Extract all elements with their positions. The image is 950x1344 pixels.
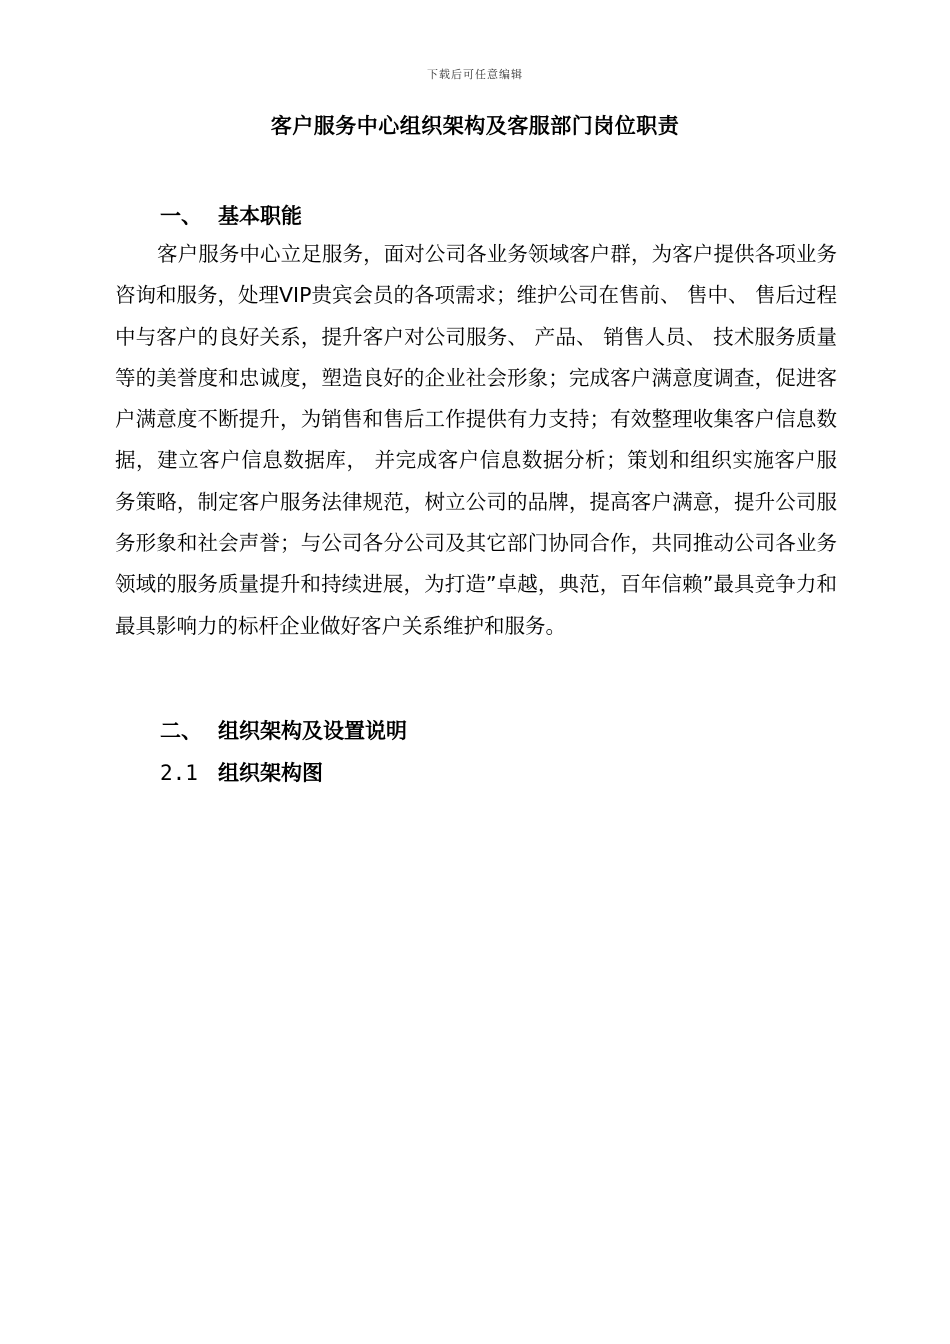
section-heading-org-structure [160, 715, 407, 745]
section-title: 基本职能 [218, 204, 302, 228]
basic-functions-paragraph: 客户服务中心立足服务，面对公司各业务领域客户群，为客户提供各项业务咨询和服务，处理VIP贵宾会员的各项需求；维护公司在售前、 售中、 售后过程中与客户的良好关系，提升客户对公司服务、 产品、 销售人员、 技术服务质量等的美誉度和忠诚度，塑造良好的企业社会形象；完成客户满意度调查，促进客户满意度不断提升，为销售和售后工作提供有力支持；有效整理收集客户信息数据，建立客户信息数据库， 并完成客户信息数据分析；策划和组织实施客户服务策略，制定客户服务法律规范，树立公司的品牌，提高客户满意，提升公司服务形象和社会声誉；与公司各分公司及其它部门协同合作，共同推动公司各业务领域的服务质量提升和持续进展，为打造”卓越，典范，百年信赖”最具竞争力和最具影响力的标杆企业做好客户关系维护和服务。 [115, 242, 837, 638]
page-title: 客户服务中心组织架构及客服部门岗位职责 [270, 114, 680, 138]
subsection-heading-org-chart [160, 757, 323, 787]
subsection-number: 2.1 [160, 761, 198, 785]
header-note: 下载后可任意编辑 [427, 68, 523, 81]
subsection-title: 组织架构图 [218, 761, 323, 785]
section-number: 二、 [160, 719, 202, 743]
section-title: 组织架构及设置说明 [218, 719, 407, 743]
section-heading-basic-functions [160, 200, 302, 230]
section-number: 一、 [160, 204, 202, 228]
